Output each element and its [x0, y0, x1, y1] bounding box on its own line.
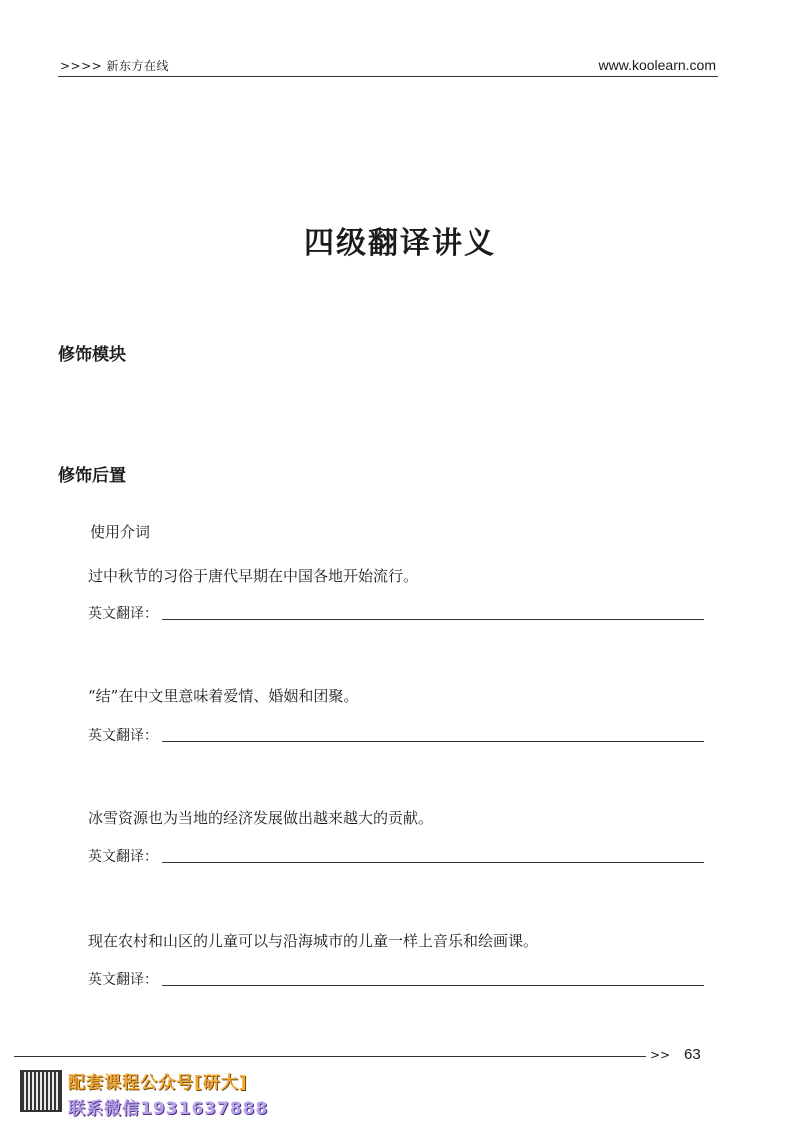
- answer-row-1: [88, 603, 704, 623]
- answer-label: 英文翻译：: [88, 972, 158, 988]
- header-brand: >>>> 新东方在线: [60, 59, 170, 73]
- exercise-sentence-3: 冰雪资源也为当地的经济发展做出越来越大的贡献。: [88, 809, 434, 827]
- document-title: 四级翻译讲义: [304, 226, 496, 261]
- answer-label: 英文翻译：: [88, 849, 158, 865]
- watermark-line-2: 联系微信1931637888: [68, 1099, 269, 1119]
- answer-line[interactable]: [162, 985, 704, 986]
- answer-line[interactable]: [162, 619, 704, 620]
- answer-row-4: [88, 969, 704, 989]
- subsection-heading: 使用介词: [90, 523, 151, 541]
- answer-label: 英文翻译：: [88, 606, 158, 622]
- footer-divider: [14, 1056, 646, 1057]
- watermark-line-1: 配套课程公众号[研大]: [68, 1073, 248, 1093]
- exercise-sentence-4: 现在农村和山区的儿童可以与沿海城市的儿童一样上音乐和绘画课。: [88, 932, 539, 950]
- section-heading-modifier-module: 修饰模块: [58, 345, 126, 365]
- answer-row-2: [88, 725, 704, 745]
- section-heading-postposition: 修饰后置: [58, 466, 126, 486]
- answer-label: 英文翻译：: [88, 728, 158, 744]
- header-url[interactable]: www.koolearn.com: [598, 57, 716, 73]
- footer-arrows: >>: [650, 1048, 671, 1062]
- header-divider: [58, 76, 718, 77]
- exercise-sentence-2: “结”在中文里意味着爱情、婚姻和团聚。: [88, 687, 359, 705]
- exercise-sentence-1: 过中秋节的习俗于唐代早期在中国各地开始流行。: [88, 567, 419, 585]
- answer-row-3: [88, 846, 704, 866]
- answer-line[interactable]: [162, 862, 704, 863]
- answer-line[interactable]: [162, 741, 704, 742]
- page-number: 63: [684, 1046, 701, 1063]
- qr-code-icon: [20, 1070, 62, 1112]
